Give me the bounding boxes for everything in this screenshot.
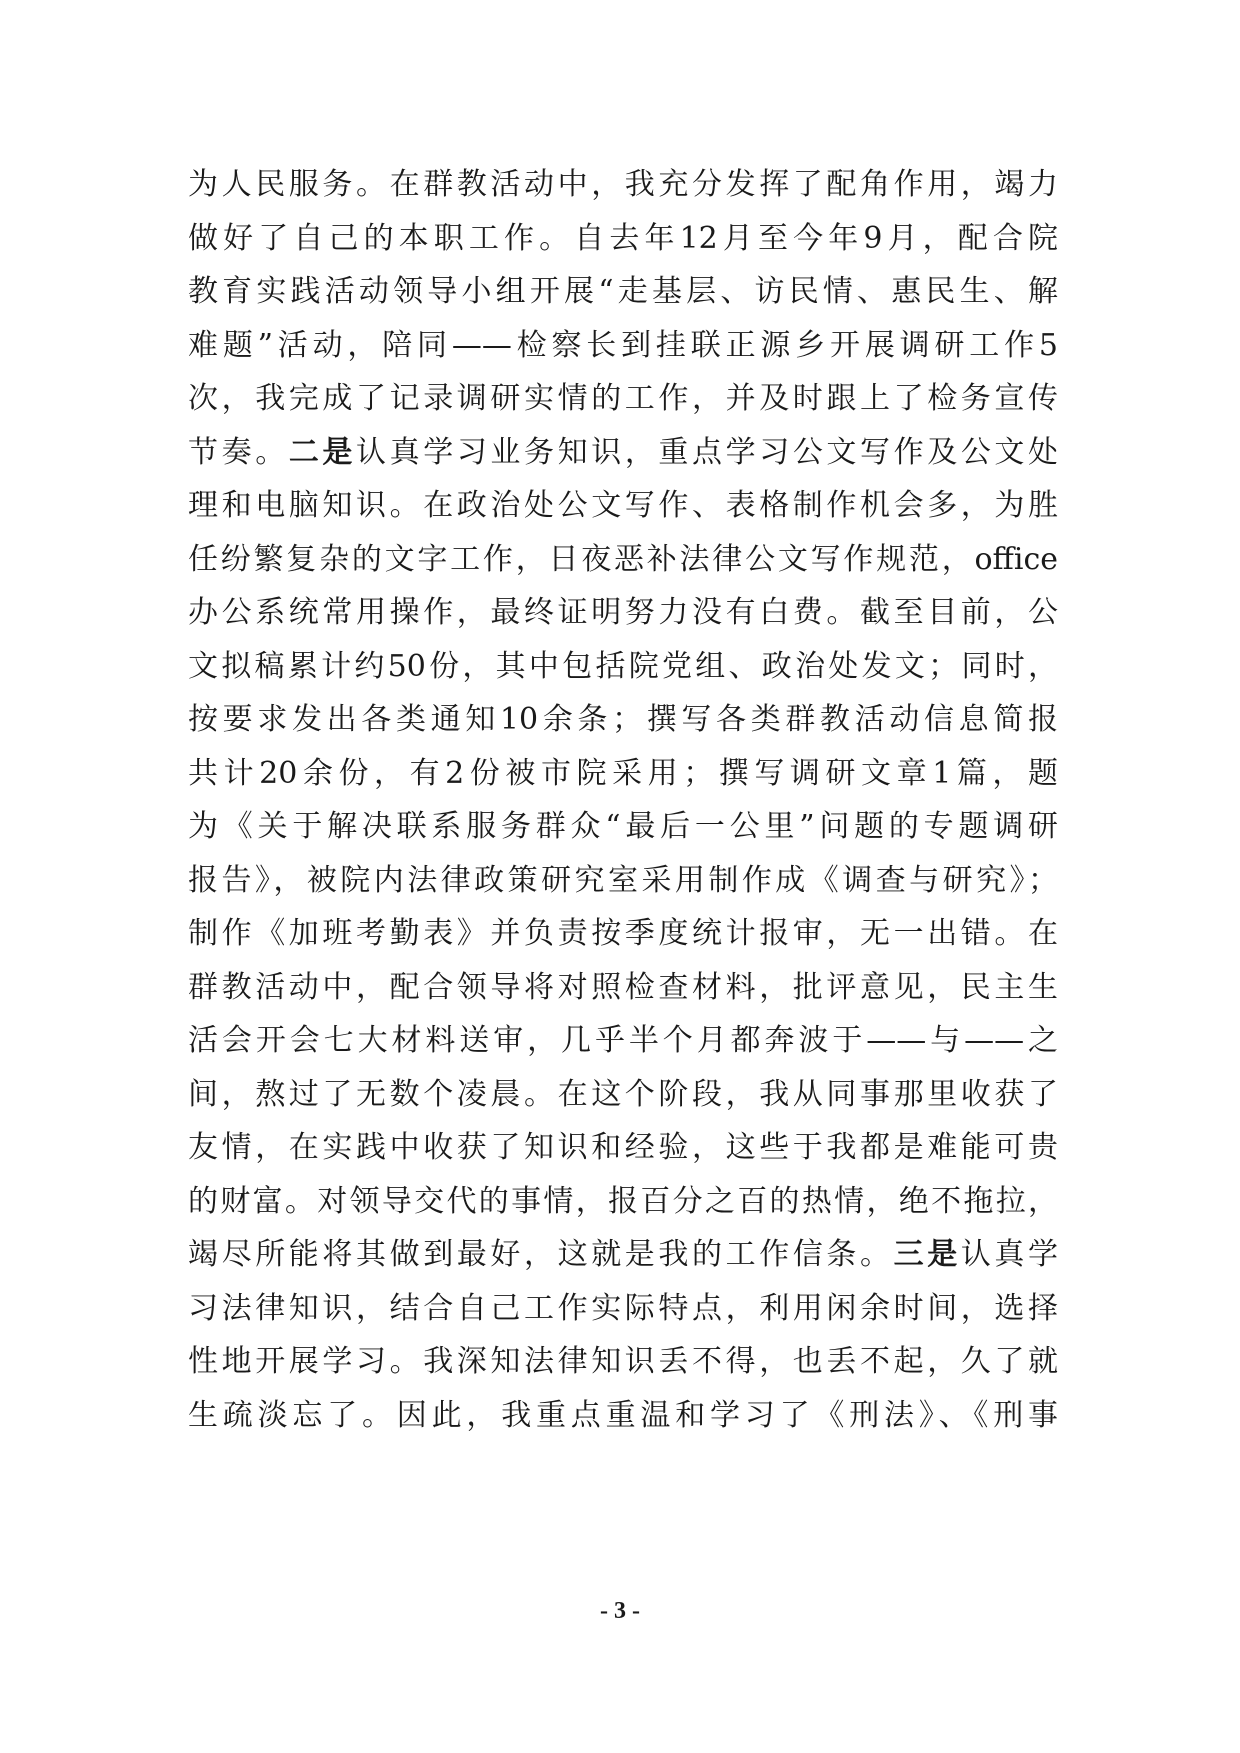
text-line: 报告》，被院内法律政策研究室采用制作成《调查与研究》； xyxy=(188,862,1058,898)
text-line: 教育实践活动领导小组开展“走基层、访民情、惠民生、解 xyxy=(188,274,1058,309)
text-line: 习法律知识，结合自己工作实际特点，利用闲余时间，选择 xyxy=(188,1290,1058,1326)
text-line: 难题”活动，陪同——检察长到挂联正源乡开展调研工作5 xyxy=(188,327,1058,363)
text-line: 共计20余份，有2份被市院采用；撰写调研文章1篇，题 xyxy=(188,755,1058,791)
text-line: 为人民服务。在群教活动中，我充分发挥了配角作用，竭力 xyxy=(188,167,1058,202)
text-line: 活会开会七大材料送审，几乎半个月都奔波于——与——之 xyxy=(188,1023,1058,1058)
bold-marker-er-shi: 二是 xyxy=(288,434,357,470)
text-line: 办公系统常用操作，最终证明努力没有白费。截至目前，公 xyxy=(188,595,1058,630)
bold-marker-san-shi: 三是 xyxy=(893,1237,961,1272)
text-segment: 认真学 xyxy=(960,1237,1059,1272)
text-line: 做好了自己的本职工作。自去年12月至今年9月，配合院 xyxy=(188,220,1058,256)
text-line: 按要求发出各类通知10余条；撰写各类群教活动信息简报 xyxy=(188,702,1058,737)
text-line xyxy=(188,1228,1058,1282)
body-text xyxy=(188,158,1058,1442)
text-line: 间，熬过了无数个凌晨。在这个阶段，我从同事那里收获了 xyxy=(188,1076,1058,1112)
text-line: 次，我完成了记录调研实情的工作，并及时跟上了检务宣传 xyxy=(188,381,1058,416)
text-segment: 节奏。 xyxy=(188,434,289,470)
text-line: 任纷繁复杂的文字工作，日夜恶补法律公文写作规范，office xyxy=(188,541,1058,577)
text-line: 的财富。对领导交代的事情，报百分之百的热情，绝不拖拉， xyxy=(188,1183,1058,1219)
text-line: 制作《加班考勤表》并负责按季度统计报审，无一出错。在 xyxy=(188,916,1058,951)
text-line: 群教活动中，配合领导将对照检查材料，批评意见，民主生 xyxy=(188,969,1058,1005)
text-line: 理和电脑知识。在政治处公文写作、表格制作机会多，为胜 xyxy=(188,488,1058,523)
text-line: 文拟稿累计约50份，其中包括院党组、政治处发文；同时， xyxy=(188,648,1058,684)
text-segment: 竭尽所能将其做到最好，这就是我的工作信条。 xyxy=(188,1237,894,1272)
text-line xyxy=(188,426,1058,480)
text-line: 生疏淡忘了。因此，我重点重温和学习了《刑法》、《刑事 xyxy=(188,1397,1058,1433)
page-number: - 3 - xyxy=(600,1598,640,1624)
text-line: 友情，在实践中收获了知识和经验，这些于我都是难能可贵 xyxy=(188,1130,1058,1165)
text-line: 性地开展学习。我深知法律知识丢不得，也丢不起，久了就 xyxy=(188,1344,1058,1379)
text-line: 为《关于解决联系服务群众“最后一公里”问题的专题调研 xyxy=(188,809,1058,844)
text-segment: 认真学习业务知识，重点学习公文写作及公文处 xyxy=(356,434,1059,470)
